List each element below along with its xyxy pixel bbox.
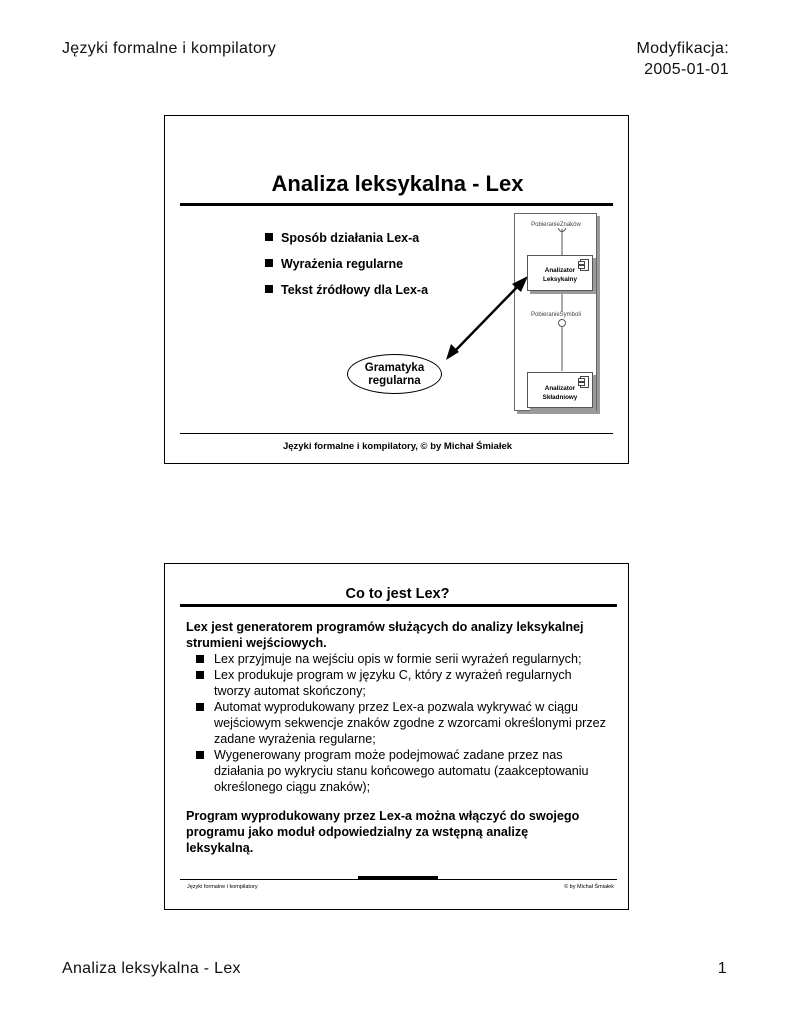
list-item xyxy=(186,651,606,667)
grammar-ellipse xyxy=(347,354,442,394)
bullet-text: Automat wyprodukowany przez Lex-a pozwala wykrywać w ciągu wejściowym sekwencje znaków zgodne z wzorcami określonymi przez zadane wyrażenia regularne; xyxy=(214,700,606,746)
component-icon xyxy=(580,259,589,271)
grammar-line2: regularna xyxy=(368,375,421,387)
slide-1-title: Analiza leksykalna - Lex xyxy=(271,171,524,196)
slide-2-footer-left: Języki formalne i kompilatory xyxy=(187,884,258,890)
bullet-icon xyxy=(196,655,204,663)
slide-2 xyxy=(164,563,629,910)
bullet-icon xyxy=(196,671,204,679)
bullet-text: Lex produkuje program w języku C, który z wyrażeń regularnych tworzy automat skończony; xyxy=(214,668,572,698)
component-icon xyxy=(580,376,589,388)
interface-label-top: PobieranieZnaków xyxy=(531,222,581,228)
footer-accent-bar xyxy=(358,876,438,879)
bullet-icon xyxy=(196,751,204,759)
list-item xyxy=(186,699,606,747)
component-lexer xyxy=(527,255,593,291)
bullet-text: Sposób działania Lex-a xyxy=(281,231,420,245)
modification-label: Modyfikacja: xyxy=(636,40,729,57)
component-lexer-line2: Leksykalny xyxy=(543,276,577,283)
footer-divider xyxy=(180,433,613,434)
intro-text: Lex jest generatorem programów służących do analizy leksykalnej strumieni wejściowych. xyxy=(186,620,584,650)
arrow-tail-icon xyxy=(446,344,459,360)
list-item xyxy=(186,667,606,699)
slide-2-body xyxy=(186,619,606,856)
component-parser-line2: Składniowy xyxy=(542,394,578,401)
conclusion-text: Program wyprodukowany przez Lex-a można włączyć do swojego programu jako moduł odpowiedzialny za wstępną analizę leksykalną. xyxy=(186,809,580,855)
list-item xyxy=(186,747,606,795)
page-header-title: Języki formalne i kompilatory xyxy=(62,40,277,57)
bullet-text: Tekst źródłowy dla Lex-a xyxy=(281,283,429,297)
bullet-text: Wyrażenia regularne xyxy=(281,257,404,271)
slide-2-bullet-list xyxy=(186,651,606,795)
double-arrow-line xyxy=(452,282,522,354)
page-number: 1 xyxy=(717,960,727,977)
bullet-text: Wygenerowany program może podejmować zadane przez nas działania po wykryciu stanu końcowego automatu (zaakceptowaniu określonego ciągu znaków); xyxy=(214,748,589,794)
slide-1-footer: Języki formalne i kompilatory, © by Michał Śmiałek xyxy=(282,441,513,452)
slide-2-footer-right: © by Michał Śmiałek xyxy=(564,884,614,890)
modification-date: 2005-01-01 xyxy=(644,61,729,78)
bullet-icon xyxy=(196,703,204,711)
grammar-line1: Gramatyka xyxy=(364,362,425,374)
slide-2-title: Co to jest Lex? xyxy=(345,586,450,602)
component-parser-line1: Analizator xyxy=(544,385,576,392)
bullet-text: Lex przyjmuje na wejściu opis w formie serii wyrażeń regularnych; xyxy=(214,652,582,666)
page-footer-title: Analiza leksykalna - Lex xyxy=(62,960,241,977)
interface-label-mid: PobieranieSymboli xyxy=(530,312,582,318)
component-lexer-line1: Analizator xyxy=(544,267,576,274)
footer-divider xyxy=(180,879,617,880)
slide-1 xyxy=(164,115,629,464)
provided-interface-icon xyxy=(559,320,566,327)
component-parser xyxy=(527,372,593,408)
title-underline xyxy=(180,604,617,607)
